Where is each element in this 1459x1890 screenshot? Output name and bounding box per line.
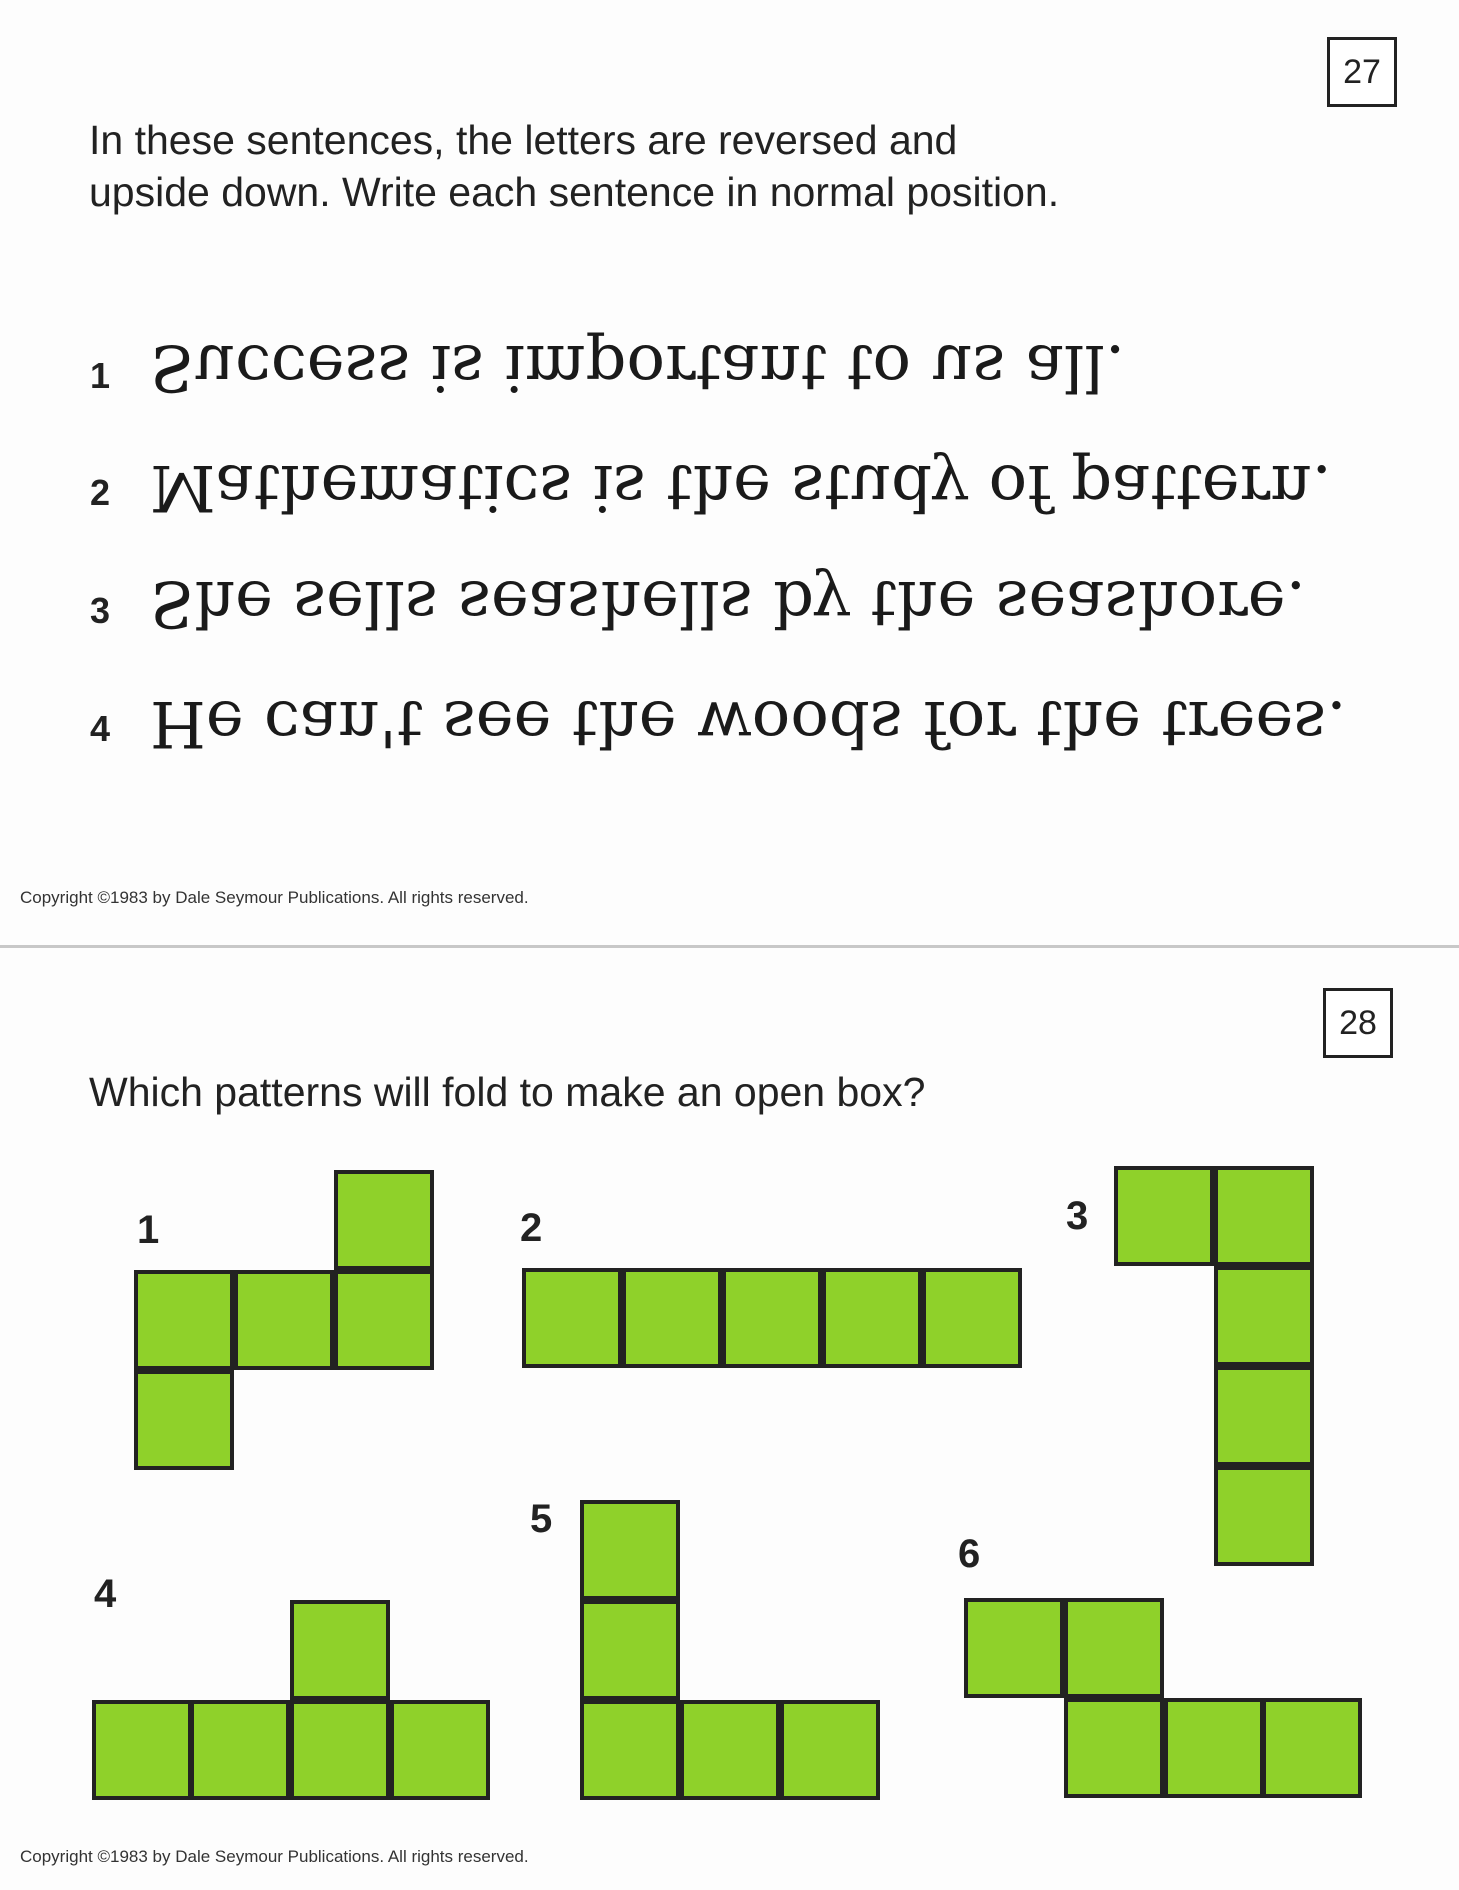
pattern-label: 6 (958, 1532, 981, 1576)
sentence-number: 1 (90, 355, 111, 396)
net-square (580, 1500, 680, 1600)
net-square (1214, 1366, 1314, 1466)
pattern-label: 3 (1066, 1194, 1089, 1238)
net-square (680, 1700, 780, 1800)
net-square (1214, 1466, 1314, 1566)
card-number: 28 (1323, 988, 1393, 1058)
net-square (134, 1270, 234, 1370)
net-square (780, 1700, 880, 1800)
net-square (1164, 1698, 1264, 1798)
net-square (1114, 1166, 1214, 1266)
copyright: Copyright ©1983 by Dale Seymour Publications. All rights reserved. (20, 888, 529, 907)
pattern-label: 2 (520, 1206, 543, 1250)
net-square (722, 1268, 822, 1368)
net-square (92, 1700, 192, 1800)
pattern-label: 4 (94, 1572, 117, 1616)
net-square (822, 1268, 922, 1368)
net-square (290, 1600, 390, 1700)
net-square (134, 1370, 234, 1470)
instructions: In these sentences, the letters are reversed and upside down. Write each sentence in normal position. (89, 117, 1060, 215)
sentence-number: 3 (90, 590, 111, 631)
pattern-label: 5 (530, 1497, 553, 1541)
upside-down-sentence: Success is important to us all. (150, 330, 1126, 404)
net-square (1214, 1166, 1314, 1266)
net-square (1064, 1598, 1164, 1698)
pattern-label: 1 (137, 1208, 160, 1252)
net-square (234, 1270, 334, 1370)
copyright: Copyright ©1983 by Dale Seymour Publications. All rights reserved. (20, 1847, 529, 1866)
net-square (922, 1268, 1022, 1368)
net-square (522, 1268, 622, 1368)
net-square (334, 1170, 434, 1270)
upside-down-sentence: She sells seashells by the seashore. (150, 566, 1306, 640)
sentence-number: 4 (90, 708, 111, 749)
net-square (622, 1268, 722, 1368)
card-number: 27 (1327, 37, 1397, 107)
net-square (390, 1700, 490, 1800)
net-square (1064, 1698, 1164, 1798)
net-square (334, 1270, 434, 1370)
upside-down-sentence: Mathematics is the study of pattern. (150, 450, 1332, 524)
net-square (190, 1700, 290, 1800)
net-square (580, 1700, 680, 1800)
net-square (290, 1700, 390, 1800)
net-square (1214, 1266, 1314, 1366)
upside-down-sentence: He can't see the woods for the trees. (150, 686, 1347, 760)
net-square (964, 1598, 1064, 1698)
net-square (1262, 1698, 1362, 1798)
card-28 (0, 948, 1459, 1890)
instructions: Which patterns will fold to make an open box? (89, 1069, 926, 1115)
sentence-number: 2 (90, 472, 111, 513)
net-square (580, 1600, 680, 1700)
